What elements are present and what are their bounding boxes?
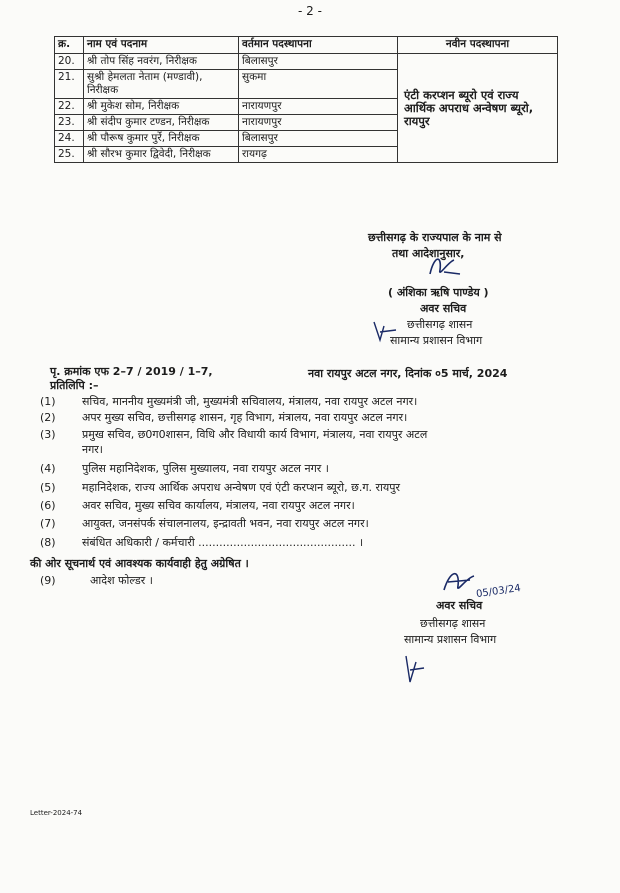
order-line-2: तथा आदेशानुसार,	[392, 247, 465, 260]
list-item: (4) पुलिस महानिदेशक, पुलिस मुख्यालय, नवा रायपुर अटल नगर ।	[40, 462, 329, 475]
endorsement-designation: अवर सचिव	[436, 599, 483, 612]
table-header-row	[55, 37, 558, 54]
list-item: (5) महानिदेशक, राज्य आर्थिक अपराध अन्वेषण एवं एंटी करप्शन ब्यूरो, छ.ग. रायपुर	[40, 481, 401, 494]
row-serial: 24.	[55, 131, 84, 147]
header-current-posting: वर्तमान पदस्थापना	[239, 37, 398, 54]
row-current: सुकमा	[239, 70, 398, 99]
list-item: नगर।	[82, 443, 103, 456]
table-row	[55, 54, 558, 70]
signature-mark	[424, 252, 464, 282]
endorsement-place-date: नवा रायपुर अटल नगर, दिनांक ०5 मार्च, 2024	[308, 367, 508, 380]
row-current: रायगढ़	[239, 147, 398, 163]
signatory-dept: सामान्य प्रशासन विभाग	[390, 334, 483, 347]
signature-date: 05/03/24	[475, 582, 522, 601]
list-item: (6) अवर सचिव, मुख्य सचिव कार्यालय, मंत्रालय, नवा रायपुर अटल नगर।	[40, 499, 355, 512]
list-item: (3) प्रमुख सचिव, छ0ग0शासन, विधि और विधायी कार्य विभाग, मंत्रालय, नवा रायपुर अटल	[40, 428, 428, 441]
row-name: श्री सौरभ कुमार द्विवेदी, निरीक्षक	[84, 147, 239, 163]
list-item: (7) आयुक्त, जनसंपर्क संचालनालय, इन्द्रावती भवन, नवा रायपुर अटल नगर।	[40, 517, 369, 530]
row-current: बिलासपुर	[239, 131, 398, 147]
signatory-designation: अवर सचिव	[420, 302, 467, 315]
endorsement-govt: छत्तीसगढ़ शासन	[420, 617, 486, 630]
row-name: श्री तोप सिंह नवरंग, निरीक्षक	[84, 54, 239, 70]
copy-label: प्रतिलिपि :–	[50, 379, 99, 392]
signatory-govt: छत्तीसगढ़ शासन	[407, 318, 473, 331]
forward-line: की ओर सूचनार्थ एवं आवश्यक कार्यवाही हेतु अग्रेषित ।	[30, 557, 249, 570]
row-name: श्री पौरूष कुमार पुर्रे, निरीक्षक	[84, 131, 239, 147]
row-serial: 22.	[55, 99, 84, 115]
header-name: नाम एवं पदनाम	[84, 37, 239, 54]
row-name: सुश्री हेमलता नेताम (मण्डावी), निरीक्षक	[84, 70, 239, 99]
signatory-name: ( अंशिका ऋषि पाण्डेय )	[388, 286, 489, 299]
list-item: (2) अपर मुख्य सचिव, छत्तीसगढ़ शासन, गृह विभाग, मंत्रालय, नवा रायपुर अटल नगर।	[40, 411, 408, 424]
list-item: (1) सचिव, माननीय मुख्यमंत्री जी, मुख्यमंत्री सचिवालय, मंत्रालय, नवा रायपुर अटल नगर।	[40, 395, 418, 408]
endorsement-ref: पृ. क्रमांक एफ 2–7 / 2019 / 1–7,	[50, 365, 213, 378]
row-name: श्री संदीप कुमार टण्डन, निरीक्षक	[84, 115, 239, 131]
footer-reference: Letter-2024-74	[30, 809, 83, 817]
row-serial: 25.	[55, 147, 84, 163]
row-serial: 23.	[55, 115, 84, 131]
row-current: नारायणपुर	[239, 115, 398, 131]
row-name: श्री मुकेश सोम, निरीक्षक	[84, 99, 239, 115]
new-posting-cell: एंटी करप्शन ब्यूरो एवं राज्य आर्थिक अपराध अन्वेषण ब्यूरो, रायपुर	[398, 54, 558, 163]
list-item: (9) आदेश फोल्डर ।	[40, 574, 153, 587]
endorsement-dept: सामान्य प्रशासन विभाग	[404, 633, 497, 646]
row-serial: 20.	[55, 54, 84, 70]
order-line-1: छत्तीसगढ़ के राज्यपाल के नाम से	[368, 231, 502, 244]
row-serial: 21.	[55, 70, 84, 99]
header-serial: क्र.	[55, 37, 84, 54]
list-item: (8) संबंधित अधिकारी / कर्मचारी ............................................. ।	[40, 536, 364, 549]
header-new-posting: नवीन पदस्थापना	[398, 37, 558, 54]
row-current: नारायणपुर	[239, 99, 398, 115]
initials-mark	[402, 652, 428, 686]
row-current: बिलासपुर	[239, 54, 398, 70]
transfer-table	[54, 36, 558, 163]
page-number: - 2 -	[298, 4, 322, 18]
